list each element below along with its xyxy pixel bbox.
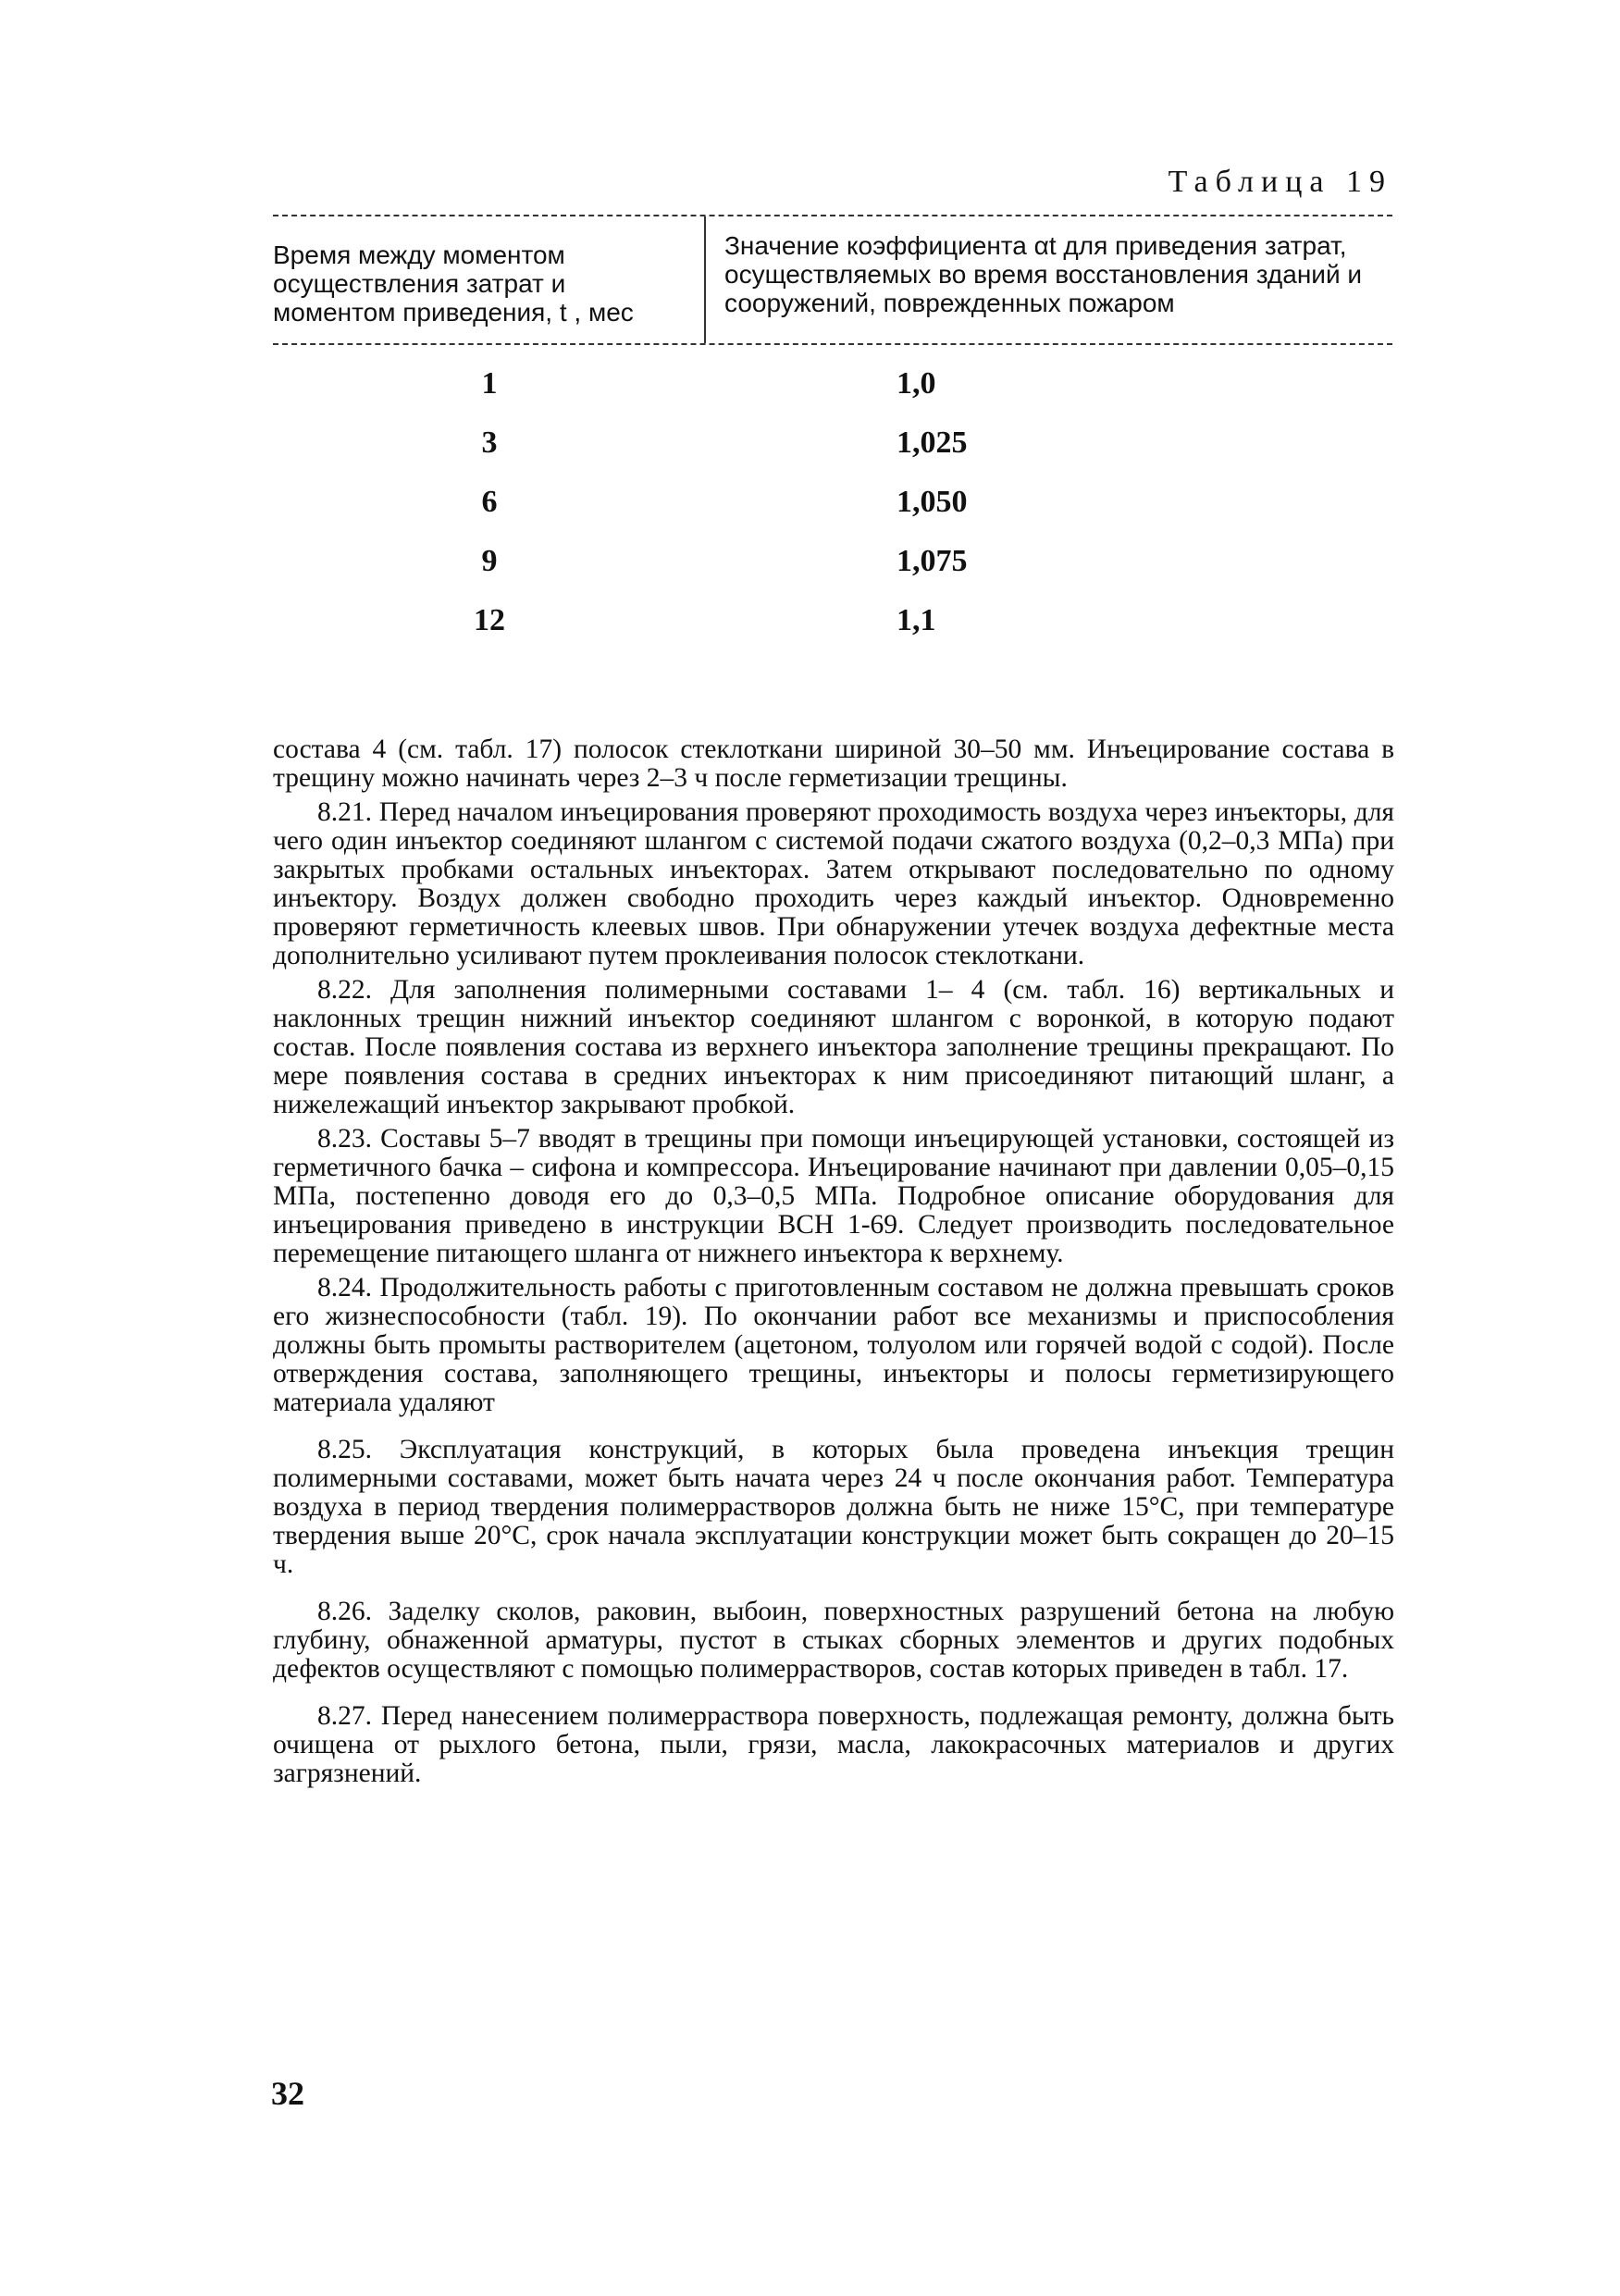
table-row	[273, 591, 1392, 650]
cell-time: 9	[481, 544, 498, 578]
paragraph-8-26: 8.26. Заделку сколов, раковин, выбоин, поверхностных разрушений бетона на любую глубину, обнаженной арматуры, пустот в стыках сборных элементов и других подобных дефектов осуществляют с помощью полимеррастворов, состав которых приведен в табл. 17.	[273, 1597, 1394, 1684]
coefficient-table	[273, 215, 1392, 650]
table-row	[273, 532, 1392, 591]
paragraph-8-27: 8.27. Перед нанесением полимерраствора поверхность, подлежащая ремонту, должна быть очищена от рыхлого бетона, пыли, грязи, масла, лакокрасочных материалов и других загрязнений.	[273, 1701, 1394, 1788]
table-header-rule	[273, 343, 1392, 345]
paragraph-8-25: 8.25. Эксплуатация конструкций, в которых была проведена инъекция трещин полимерными составами, может быть начата через 24 ч после окончания работ. Температура воздуха в период твердения полимеррастворов должна быть не ниже 15°С, при температуре твердения выше 20°С, срок начала эксплуатации конструкции может быть сокращен до 20–15 ч.	[273, 1435, 1394, 1579]
table-row	[273, 414, 1392, 473]
cell-time: 12	[474, 603, 505, 637]
cell-time: 6	[481, 485, 498, 519]
paragraph-8-23: 8.23. Составы 5–7 вводят в трещины при помощи инъецирующей установки, состоящей из герметичного бачка – сифона и компрессора. Инъецирование начинают при давлении 0,05–0,15 МПа, постепенно доводя его до 0,3–0,5 МПа. Подробное описание оборудования для инъецирования приведено в инструкции ВСН 1-69. Следует производить последовательное перемещение питающего шланга от нижнего инъектора к верхнему.	[273, 1124, 1394, 1268]
paragraph-8-24: 8.24. Продолжительность работы с приготовленным составом не должна превышать сроков его жизнеспособности (табл. 19). По окончании работ все механизмы и приспособления должны быть промыты растворителем (ацетоном, толуолом или горячей водой с содой). После отверждения состава, заполняющего трещины, инъекторы и полосы герметизирующего материала удаляют	[273, 1273, 1394, 1417]
page-number: 32	[271, 2075, 304, 2112]
cell-coefficient: 1,050	[897, 485, 968, 519]
table-row	[273, 354, 1392, 414]
paragraph-continuation: состава 4 (см. табл. 17) полосок стеклоткани шириной 30–50 мм. Инъецирование состава в трещину можно начинать через 2–3 ч после герметизации трещины.	[273, 734, 1394, 793]
table-row	[273, 473, 1392, 532]
paragraph-8-22: 8.22. Для заполнения полимерными составами 1– 4 (см. табл. 16) вертикальных и наклонных трещин нижний инъектор соединяют шлангом с воронкой, в которую подают состав. После появления состава из верхнего инъектора заполнение трещины прекращают. По мере появления состава в средних инъекторах к ним присоединяют питающий шланг, а нижележащий инъектор закрывают пробкой.	[273, 975, 1394, 1119]
header-time: Время между моментом осуществления затрат и моментом приведения, t , мес	[273, 216, 706, 343]
table-body	[273, 354, 1392, 650]
cell-time: 1	[481, 366, 498, 401]
cell-time: 3	[481, 426, 498, 460]
table-caption: Таблица 19	[1168, 165, 1392, 199]
header-coefficient: Значение коэффициента αt для приведения затрат, осуществляемых во время восстановления зданий и сооружений, поврежденных пожаром	[724, 231, 1363, 317]
paragraph-8-21: 8.21. Перед началом инъецирования проверяют проходимость воздуха через инъекторы, для чего один инъектор соединяют шлангом с системой подачи сжатого воздуха (0,2–0,3 МПа) при закрытых пробками остальных инъекторах. Затем открывают последовательно по одному инъектору. Воздух должен свободно проходить через каждый инъектор. Одновременно проверяют герметичность клеевых швов. При обнаружении утечек воздуха дефектные места дополнительно усиливают путем проклеивания полосок стеклоткани.	[273, 797, 1394, 970]
body-text	[273, 735, 1394, 1794]
cell-coefficient: 1,025	[897, 426, 968, 460]
cell-coefficient: 1,0	[897, 366, 936, 401]
cell-coefficient: 1,1	[897, 603, 936, 637]
cell-coefficient: 1,075	[897, 544, 968, 578]
table-header	[273, 216, 1392, 343]
